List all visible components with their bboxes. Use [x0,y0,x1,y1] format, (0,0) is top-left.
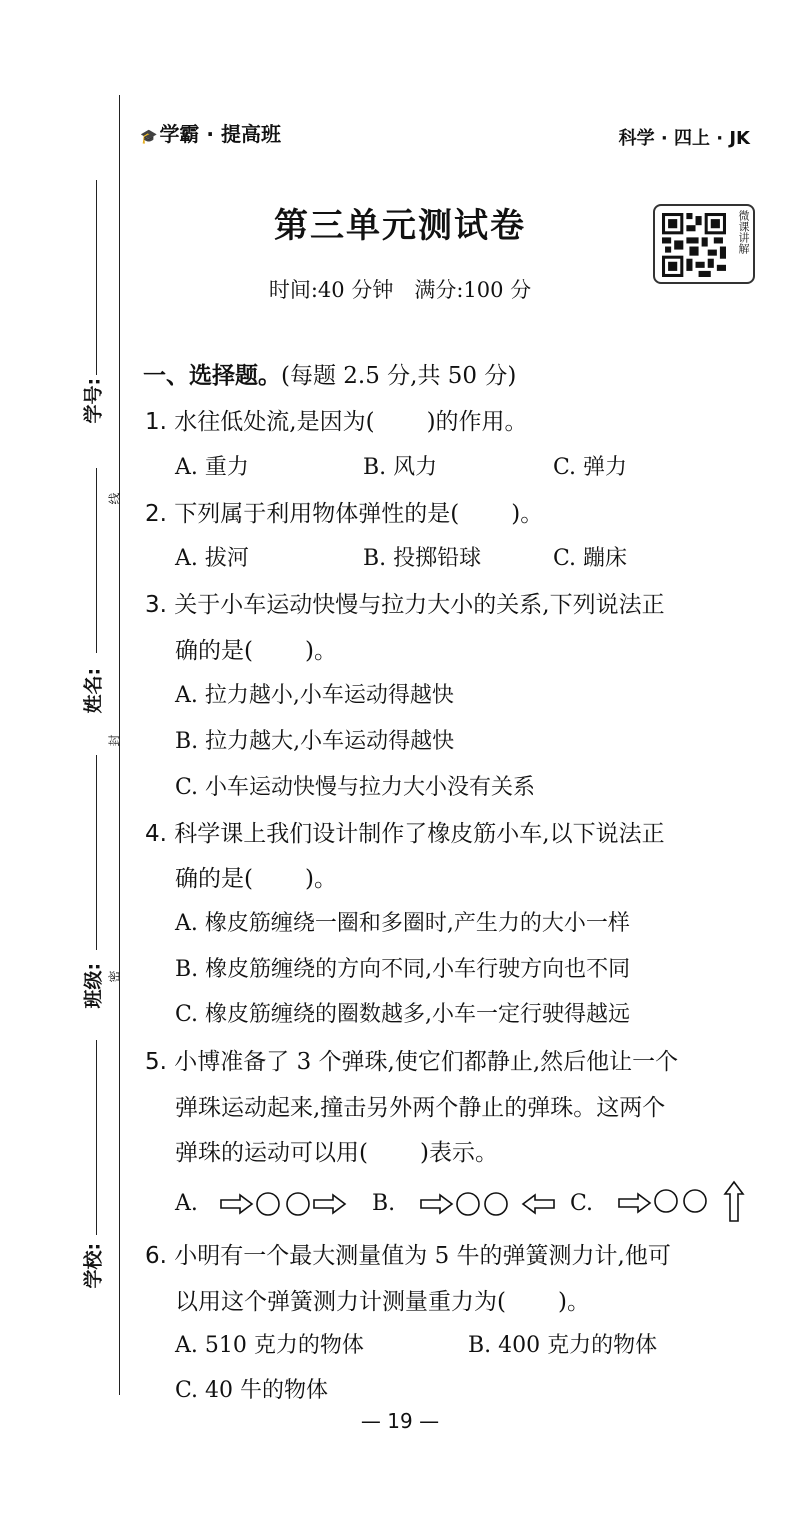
option-a-diagram [218,1186,360,1222]
question-text: 小明有一个最大测量值为 5 牛的弹簧测力计,他可 [174,1243,671,1269]
question-5 [145,1043,678,1076]
question-text: )。 [511,501,544,527]
cut-mark-secret: 密 [107,970,122,983]
qr-caption: 微课讲解 [737,210,750,254]
question-number: 3. [145,592,167,618]
marble-icon [485,1193,507,1215]
question-text: )的作用。 [426,409,528,435]
question-text: 下列属于利用物体弹性的是( [174,501,460,527]
field-underline-class [96,755,97,950]
question-text: 关于小车运动快慢与拉力大小的关系,下列说法正 [174,592,665,618]
marble-icon [257,1193,279,1215]
option-c-label: C. [570,1191,594,1216]
field-label-school: 学校: [82,1242,105,1289]
marble-icon [655,1190,677,1212]
option-b-diagram [418,1186,558,1222]
question-4-line-2 [175,860,337,893]
page-number: — 19 — [360,1409,440,1433]
option-c: C. 弹力 [553,455,628,480]
question-5-line-2: 弹珠运动起来,撞击另外两个静止的弹珠。这两个 [175,1095,666,1121]
question-number: 1. [145,409,167,435]
option-b: B. 投掷铅球 [363,546,482,571]
exam-info: 时间:40 分钟 满分:100 分 [268,278,532,302]
question-text: )。 [304,638,337,664]
brand-text: 学霸 · 提高班 [159,122,281,146]
question-text: )。 [304,866,337,892]
question-6 [145,1237,671,1270]
qr-code-icon [662,212,726,278]
field-label-class: 班级: [82,962,105,1009]
question-3-line-2 [175,632,337,665]
right-arrow-icon [221,1195,252,1213]
question-5-line-3 [175,1134,498,1167]
question-4 [145,815,665,848]
field-label-student-id: 学号: [82,377,105,424]
left-arrow-icon [523,1195,554,1213]
field-label-name: 姓名: [82,667,105,714]
option-a: A. 重力 [175,455,249,480]
brand-logo [140,118,281,147]
option-a: A. 拉力越小,小车运动得越快 [175,683,454,708]
question-3 [145,586,665,619]
field-underline-name [96,468,97,653]
section-heading [143,357,516,390]
question-text: 确的是( [175,866,253,892]
option-b: B. 400 克力的物体 [468,1333,658,1358]
marble-icon [287,1193,309,1215]
question-text: 小博准备了 3 个弹珠,使它们都静止,然后他让一个 [174,1049,679,1075]
option-b-label: B. [372,1191,396,1216]
question-1 [145,403,528,436]
marble-icon [684,1190,706,1212]
option-b: B. 橡皮筋缠绕的方向不同,小车行驶方向也不同 [175,957,631,982]
question-6-line-2 [175,1283,590,1316]
right-arrow-icon [619,1194,650,1212]
option-c: C. 小车运动快慢与拉力大小没有关系 [175,775,536,800]
cut-mark-seal: 封 [107,734,122,747]
option-a: A. 拔河 [175,546,249,571]
option-a-label: A. [175,1191,198,1216]
section-note: (每题 2.5 分,共 50 分) [281,363,517,389]
qr-code[interactable] [653,204,755,284]
option-c: C. 蹦床 [553,546,628,571]
field-underline-school [96,1040,97,1235]
question-2 [145,495,543,528]
up-arrow-icon [725,1182,743,1221]
option-b: B. 风力 [363,455,438,480]
option-c: C. 橡皮筋缠绕的圈数越多,小车一定行驶得越远 [175,1002,631,1027]
question-number: 5. [145,1049,167,1075]
option-c: C. 40 牛的物体 [175,1378,329,1403]
question-text: 弹珠的运动可以用( [175,1140,368,1166]
question-text: 水往低处流,是因为( [174,409,375,435]
question-number: 4. [145,821,167,847]
section-title: 一、选择题。 [143,363,281,389]
question-text: 科学课上我们设计制作了橡皮筋小车,以下说法正 [174,821,665,847]
cut-mark-line: 线 [107,492,122,505]
marble-icon [457,1193,479,1215]
question-text: 以用这个弹簧测力计测量重力为( [175,1289,506,1315]
option-b: B. 拉力越大,小车运动得越快 [175,729,455,754]
question-number: 6. [145,1243,167,1269]
page-title: 第三单元测试卷 [274,206,526,246]
question-text: )。 [557,1289,590,1315]
option-a: A. 510 克力的物体 [175,1333,364,1358]
option-c-diagram [616,1180,752,1224]
right-arrow-icon [421,1195,452,1213]
question-text: )表示。 [419,1140,498,1166]
option-a: A. 橡皮筋缠绕一圈和多圈时,产生力的大小一样 [175,911,630,936]
graduation-cap-icon: 🎓 [140,129,158,145]
question-text: 确的是( [175,638,253,664]
question-number: 2. [145,501,167,527]
subject-label: 科学 · 四上 · JK [618,128,750,149]
right-arrow-icon [314,1195,345,1213]
